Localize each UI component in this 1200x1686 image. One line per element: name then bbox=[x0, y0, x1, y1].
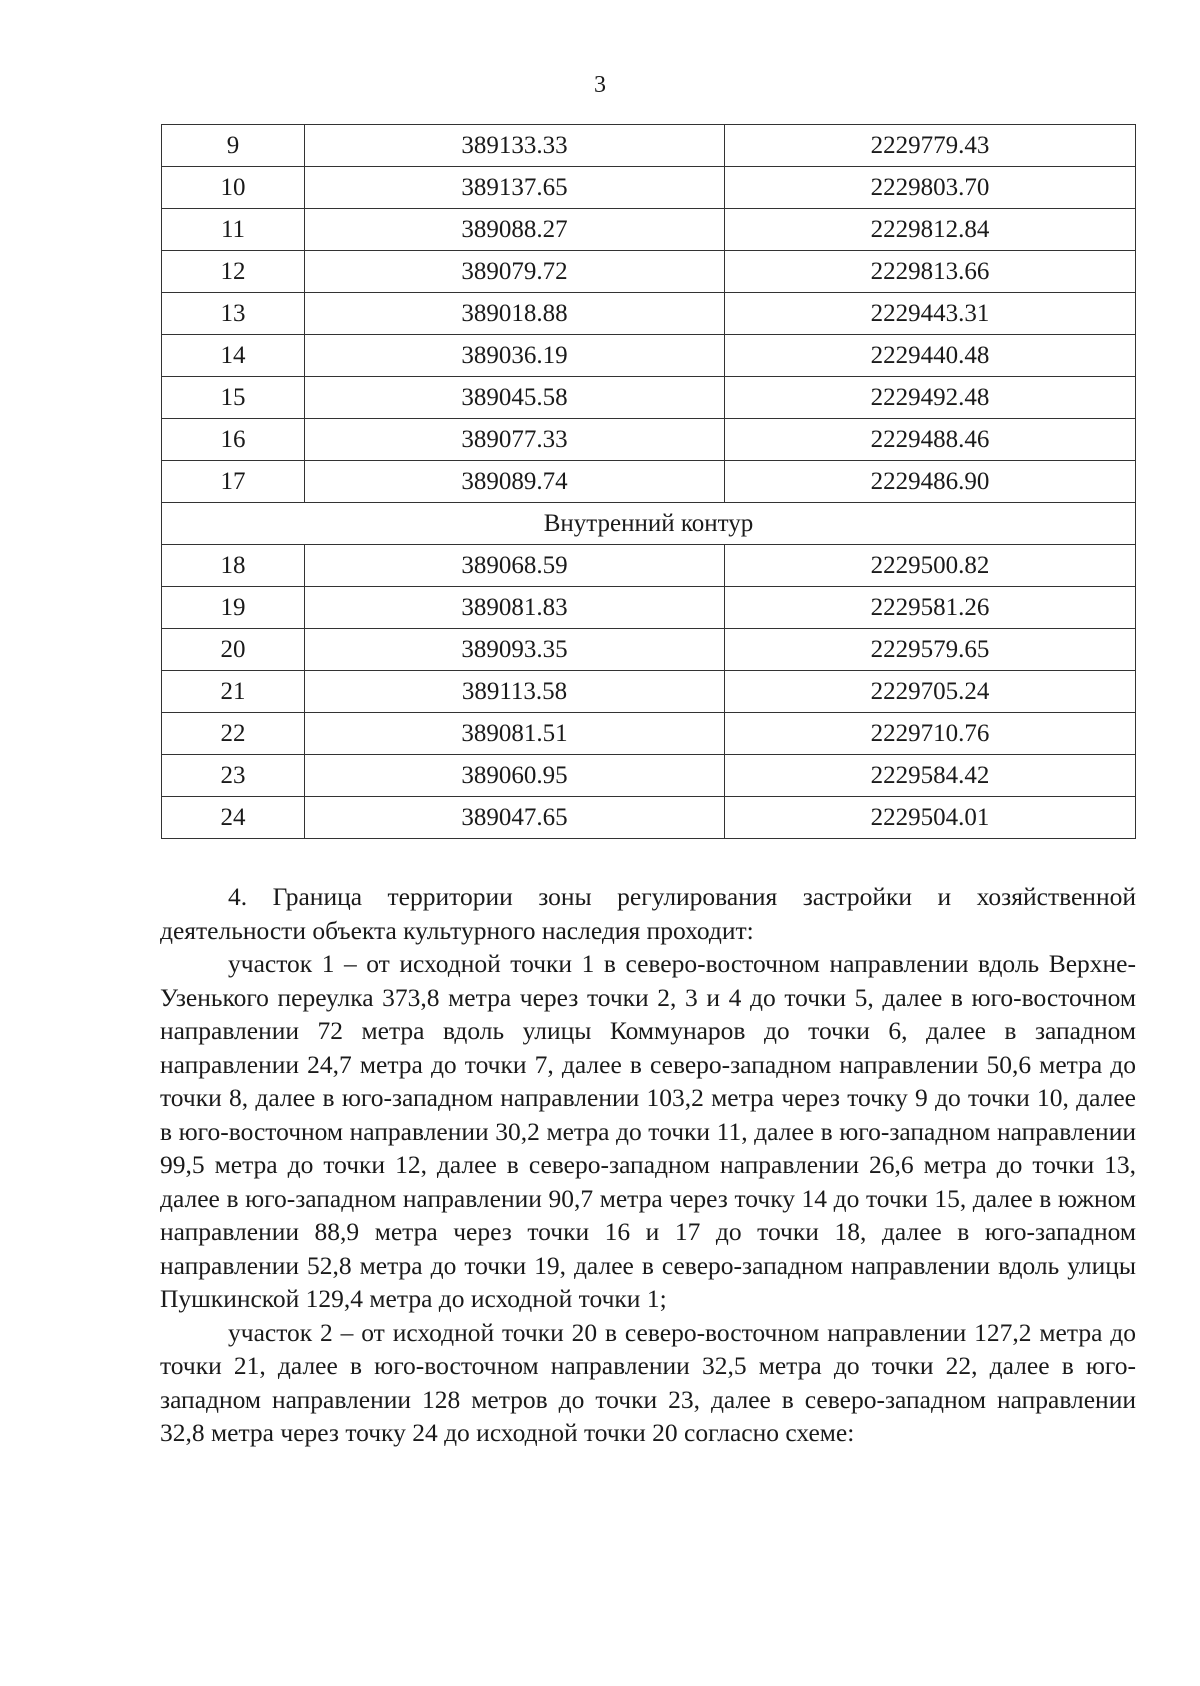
page-number: 3 bbox=[594, 72, 606, 98]
table-row bbox=[162, 167, 1136, 209]
table-row bbox=[162, 461, 1136, 503]
x-coordinate-cell: 389068.59 bbox=[305, 545, 725, 587]
x-coordinate-cell: 389093.35 bbox=[305, 629, 725, 671]
y-coordinate-cell: 2229492.48 bbox=[725, 377, 1136, 419]
point-number-cell: 13 bbox=[162, 293, 305, 335]
y-coordinate-cell: 2229710.76 bbox=[725, 713, 1136, 755]
table-row bbox=[162, 419, 1136, 461]
y-coordinate-cell: 2229803.70 bbox=[725, 167, 1136, 209]
table-row bbox=[162, 797, 1136, 839]
x-coordinate-cell: 389088.27 bbox=[305, 209, 725, 251]
paragraph-plot-2: участок 2 – от исходной точки 20 в северо-восточном направлении 127,2 метра до точки 21, далее в юго-восточном направлении 32,5 метра до точки 22, далее в юго-западном направлении 128 метров до точки 23, далее в северо-западном направлении 32,8 метра через точку 24 до исходной точки 20 согласно схеме: bbox=[160, 1317, 1136, 1447]
coordinates-table bbox=[161, 124, 1136, 839]
y-coordinate-cell: 2229504.01 bbox=[725, 797, 1136, 839]
point-number-cell: 14 bbox=[162, 335, 305, 377]
y-coordinate-cell: 2229500.82 bbox=[725, 545, 1136, 587]
x-coordinate-cell: 389036.19 bbox=[305, 335, 725, 377]
x-coordinate-cell: 389137.65 bbox=[305, 167, 725, 209]
point-number-cell: 22 bbox=[162, 713, 305, 755]
y-coordinate-cell: 2229440.48 bbox=[725, 335, 1136, 377]
table-row bbox=[162, 713, 1136, 755]
y-coordinate-cell: 2229812.84 bbox=[725, 209, 1136, 251]
point-number-cell: 15 bbox=[162, 377, 305, 419]
point-number-cell: 9 bbox=[162, 125, 305, 167]
y-coordinate-cell: 2229813.66 bbox=[725, 251, 1136, 293]
point-number-cell: 10 bbox=[162, 167, 305, 209]
y-coordinate-cell: 2229488.46 bbox=[725, 419, 1136, 461]
x-coordinate-cell: 389081.83 bbox=[305, 587, 725, 629]
table-row bbox=[162, 293, 1136, 335]
table-row bbox=[162, 125, 1136, 167]
point-number-cell: 21 bbox=[162, 671, 305, 713]
x-coordinate-cell: 389133.33 bbox=[305, 125, 725, 167]
y-coordinate-cell: 2229579.65 bbox=[725, 629, 1136, 671]
table-row bbox=[162, 755, 1136, 797]
y-coordinate-cell: 2229779.43 bbox=[725, 125, 1136, 167]
x-coordinate-cell: 389077.33 bbox=[305, 419, 725, 461]
point-number-cell: 24 bbox=[162, 797, 305, 839]
point-number-cell: 23 bbox=[162, 755, 305, 797]
x-coordinate-cell: 389047.65 bbox=[305, 797, 725, 839]
y-coordinate-cell: 2229584.42 bbox=[725, 755, 1136, 797]
x-coordinate-cell: 389045.58 bbox=[305, 377, 725, 419]
paragraph-plot-1: участок 1 – от исходной точки 1 в северо-восточном направлении вдоль Верхне-Узенького переулка 373,8 метра через точки 2, 3 и 4 до точки 5, далее в юго-восточном направлении 72 метра вдоль улицы Коммунаров до точки 6, далее в западном направлении 24,7 метра до точки 7, далее в северо-западном направлении 50,6 метра до точки 8, далее в юго-западном направлении 103,2 метра через точку 9 до точки 10, далее в юго-восточном направлении 30,2 метра до точки 11, далее в юго-западном направлении 99,5 метра до точки 12, далее в северо-западном направлении 26,6 метра до точки 13, далее в юго-западном направлении 90,7 метра через точку 14 до точки 15, далее в южном направлении 88,9 метра через точки 16 и 17 до точки 18, далее в юго-западном направлении 52,8 метра до точки 19, далее в северо-западном направлении вдоль улицы Пушкинской 129,4 метра до исходной точки 1; bbox=[160, 949, 1136, 1313]
x-coordinate-cell: 389089.74 bbox=[305, 461, 725, 503]
point-number-cell: 11 bbox=[162, 209, 305, 251]
y-coordinate-cell: 2229705.24 bbox=[725, 671, 1136, 713]
table-row bbox=[162, 671, 1136, 713]
y-coordinate-cell: 2229581.26 bbox=[725, 587, 1136, 629]
point-number-cell: 18 bbox=[162, 545, 305, 587]
table-row bbox=[162, 377, 1136, 419]
x-coordinate-cell: 389079.72 bbox=[305, 251, 725, 293]
x-coordinate-cell: 389018.88 bbox=[305, 293, 725, 335]
y-coordinate-cell: 2229443.31 bbox=[725, 293, 1136, 335]
table-row bbox=[162, 335, 1136, 377]
y-coordinate-cell: 2229486.90 bbox=[725, 461, 1136, 503]
table-row bbox=[162, 251, 1136, 293]
boundary-description bbox=[160, 880, 1136, 1450]
table-row bbox=[162, 587, 1136, 629]
table-row bbox=[162, 209, 1136, 251]
coordinates-table-body bbox=[162, 125, 1136, 839]
section-label-inner-contour: Внутренний контур bbox=[162, 503, 1136, 545]
table-row bbox=[162, 545, 1136, 587]
point-number-cell: 16 bbox=[162, 419, 305, 461]
point-number-cell: 17 bbox=[162, 461, 305, 503]
point-number-cell: 12 bbox=[162, 251, 305, 293]
point-number-cell: 19 bbox=[162, 587, 305, 629]
table-row bbox=[162, 629, 1136, 671]
x-coordinate-cell: 389081.51 bbox=[305, 713, 725, 755]
x-coordinate-cell: 389060.95 bbox=[305, 755, 725, 797]
paragraph-section-4: 4. Граница территории зоны регулирования застройки и хозяйственной деятельности объекта культурного наследия проходит: bbox=[160, 882, 1136, 945]
x-coordinate-cell: 389113.58 bbox=[305, 671, 725, 713]
table-section-row bbox=[162, 503, 1136, 545]
point-number-cell: 20 bbox=[162, 629, 305, 671]
